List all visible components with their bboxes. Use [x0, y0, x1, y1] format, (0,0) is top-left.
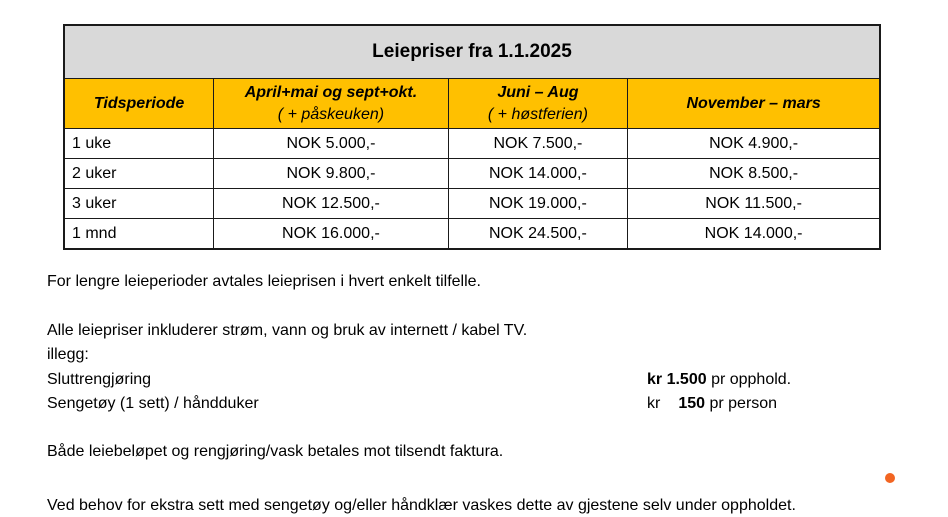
- header-spring-autumn-label: April+mai og sept+okt.: [244, 83, 418, 101]
- table-row: [64, 159, 880, 189]
- header-winter: [628, 79, 880, 129]
- invoice-text: Både leiebeløpet og rengjøring/vask betales mot tilsendt faktura.: [47, 443, 504, 460]
- extra-label: illegg:: [47, 346, 89, 363]
- header-period: [64, 79, 214, 129]
- extra-sets-text: Ved behov for ekstra sett med sengetøy og/eller håndklær vaskes dette av gjestene selv under oppholdet.: [47, 497, 796, 514]
- longer-periods-text: For lengre leieperioder avtales leieprisen i hvert enkelt tilfelle.: [47, 273, 481, 290]
- includes-text: Alle leiepriser inkluderer strøm, vann og bruk av internett / kabel TV.: [47, 322, 528, 339]
- header-period-label: Tidsperiode: [93, 94, 185, 112]
- price-cell: NOK 7.500,-: [448, 129, 628, 159]
- price-cell: NOK 8.500,-: [628, 159, 880, 189]
- price-cell: NOK 4.900,-: [628, 129, 880, 159]
- table-header-row: [64, 79, 880, 129]
- header-summer-sub: ( + høstferien): [487, 105, 588, 123]
- orange-dot-marker: [885, 473, 895, 483]
- price-cell: NOK 9.800,-: [214, 159, 448, 189]
- price-cell: NOK 19.000,-: [448, 189, 628, 219]
- table-title-row: [64, 25, 880, 79]
- header-winter-label: November – mars: [686, 94, 821, 112]
- price-cell: NOK 14.000,-: [448, 159, 628, 189]
- cleaning-price: [647, 371, 791, 389]
- table-row: [64, 129, 880, 159]
- price-cell: NOK 5.000,-: [214, 129, 448, 159]
- cleaning-unit: pr opphold.: [711, 371, 792, 388]
- price-cell: NOK 16.000,-: [214, 219, 448, 250]
- linen-unit: pr person: [709, 395, 778, 412]
- linen-amount: 150: [678, 395, 706, 412]
- table-row: [64, 189, 880, 219]
- cleaning-label: Sluttrengjøring: [47, 371, 152, 388]
- header-summer-label: Juni – Aug: [497, 83, 579, 101]
- linen-prefix: kr: [647, 395, 661, 412]
- header-spring-autumn: [214, 79, 448, 129]
- linen-price: [647, 395, 777, 413]
- header-spring-autumn-sub: ( + påskeuken): [277, 105, 385, 123]
- period-cell: 3 uker: [64, 189, 214, 219]
- period-cell: 1 uke: [64, 129, 214, 159]
- price-cell: NOK 12.500,-: [214, 189, 448, 219]
- price-cell: NOK 11.500,-: [628, 189, 880, 219]
- period-cell: 1 mnd: [64, 219, 214, 250]
- price-cell: NOK 14.000,-: [628, 219, 880, 250]
- cleaning-amount: kr 1.500: [647, 371, 707, 388]
- period-cell: 2 uker: [64, 159, 214, 189]
- table-row: [64, 219, 880, 250]
- header-summer: [448, 79, 628, 129]
- table-title: Leiepriser fra 1.1.2025: [64, 25, 880, 79]
- price-cell: NOK 24.500,-: [448, 219, 628, 250]
- linen-label: Sengetøy (1 sett) / håndduker: [47, 395, 259, 412]
- price-table: [63, 24, 881, 250]
